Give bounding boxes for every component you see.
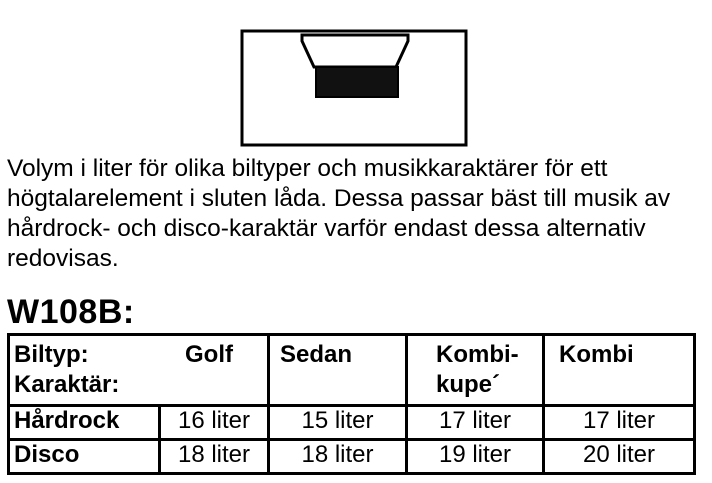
table-row — [9, 440, 695, 474]
header-col-sedan: Sedan — [269, 335, 407, 406]
header-col-kombi: Kombi — [544, 335, 695, 406]
header-karaktar: Karaktär: — [14, 371, 120, 398]
speaker-cone — [302, 35, 408, 67]
table-header-row — [9, 335, 695, 406]
header-col-golf: Golf — [185, 341, 234, 368]
speaker-magnet — [316, 67, 398, 97]
row-label-disco: Disco — [9, 440, 160, 474]
row-label-hardrock: Hårdrock — [9, 406, 160, 440]
cell-disco-golf: 18 liter — [160, 440, 269, 474]
description-paragraph: Volym i liter för olika biltyper och musikkaraktärer för ett högtalarelement i sluten låda. Dessa passar bäst till musik av hårdrock- och disco-karaktär varför endast dessa alternativ redovisas. — [7, 155, 671, 272]
cell-hardrock-golf: 16 liter — [160, 406, 269, 440]
cell-hardrock-sedan: 15 liter — [269, 406, 407, 440]
header-label-cell — [9, 335, 269, 406]
header-biltyp: Biltyp: — [14, 341, 89, 368]
sealed-box-speaker-diagram — [240, 29, 468, 147]
cell-hardrock-kombi: 17 liter — [544, 406, 695, 440]
cell-disco-kombikupe: 19 liter — [407, 440, 544, 474]
model-heading: W108B: — [7, 293, 135, 331]
cell-hardrock-kombikupe: 17 liter — [407, 406, 544, 440]
header-col-kombikupe: Kombi- kupe´ — [407, 335, 544, 406]
volume-table — [7, 333, 696, 475]
cell-disco-kombi: 20 liter — [544, 440, 695, 474]
cell-disco-sedan: 18 liter — [269, 440, 407, 474]
table-row — [9, 406, 695, 440]
